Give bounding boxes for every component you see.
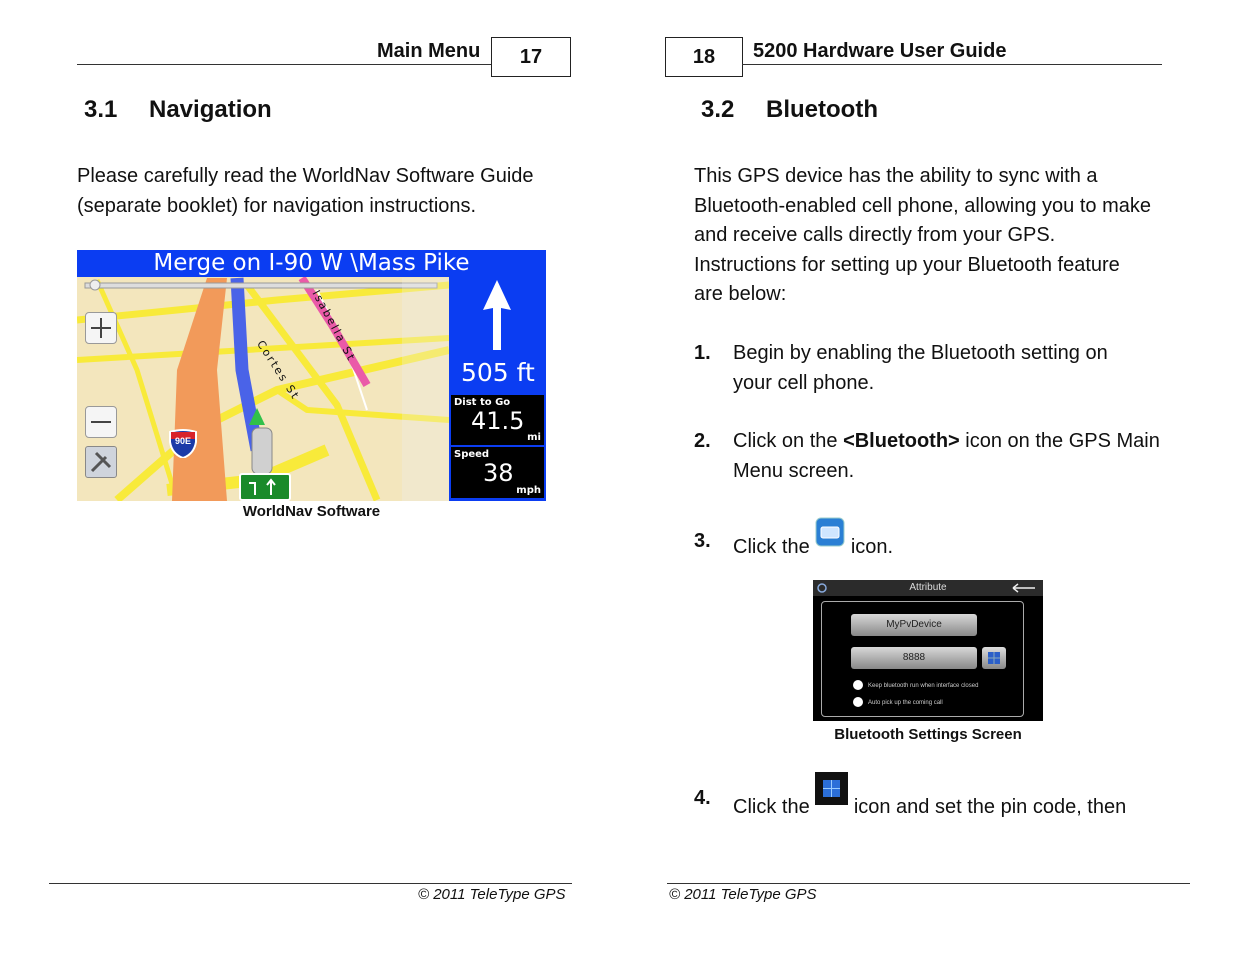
- pin-code-field[interactable]: 8888: [851, 647, 977, 669]
- keep-running-label: Keep bluetooth run when interface closed: [868, 683, 979, 689]
- left-page-number: 17: [491, 37, 571, 77]
- bt-status-icon: [817, 583, 827, 593]
- section-3-2-heading: [701, 96, 878, 124]
- bluetooth-settings-screenshot: [813, 580, 1043, 721]
- left-header-rule: [77, 64, 491, 65]
- next-maneuver-distance: 505 ft: [461, 358, 535, 387]
- step-4: [694, 772, 1174, 818]
- street-label-isabella: Isabella St: [309, 288, 359, 364]
- step-number: 3.: [694, 530, 711, 552]
- section-title: Navigation: [149, 96, 272, 123]
- distance-to-go-panel: [451, 395, 544, 445]
- bluetooth-settings-icon: [815, 517, 845, 547]
- worldnav-screenshot: [77, 250, 546, 501]
- turn-arrow-icon: [241, 475, 289, 499]
- bt-title-bar: Attribute: [813, 580, 1043, 596]
- step-number: 4.: [694, 787, 711, 809]
- section-title: Bluetooth: [766, 96, 878, 123]
- step-number: 2.: [694, 430, 711, 452]
- pin-grid-icon: [982, 647, 1006, 669]
- right-page-number: 18: [665, 37, 743, 77]
- tools-icon: [86, 447, 116, 477]
- pin-grid-icon: [815, 772, 848, 805]
- pin-settings-button[interactable]: [982, 647, 1006, 669]
- step-text: Begin by enabling the Bluetooth setting on your cell phone.: [733, 342, 1108, 394]
- zoom-out-button[interactable]: [85, 406, 117, 438]
- right-footer-rule: [667, 883, 1190, 884]
- shield-label: 90E: [174, 436, 191, 446]
- speed-value: 38: [483, 459, 514, 487]
- zoom-in-icon: [86, 313, 116, 343]
- speed-label: Speed: [454, 449, 490, 460]
- back-arrow-icon: [1009, 582, 1039, 594]
- step-text-pre: Click the: [733, 536, 816, 558]
- step-2: [694, 427, 1164, 487]
- tools-button[interactable]: [85, 446, 117, 478]
- right-header-rule: [742, 64, 1162, 65]
- dist-unit: mi: [527, 432, 541, 443]
- device-name-field[interactable]: MyPvDevice: [851, 614, 977, 636]
- straight-arrow-icon: [477, 280, 517, 350]
- left-footer-rule: [49, 883, 572, 884]
- street-label-cortes: Cortes St: [254, 338, 303, 403]
- left-header-title: Main Menu: [377, 40, 481, 62]
- bluetooth-menu-label: <Bluetooth>: [843, 430, 960, 452]
- maneuver-banner: Merge on I-90 W \Mass Pike: [77, 250, 546, 277]
- step-text-pre: Click on the: [733, 430, 844, 452]
- step-1: [694, 339, 1164, 399]
- keep-running-radio[interactable]: [853, 680, 863, 690]
- dist-label: Dist to Go: [454, 397, 511, 408]
- step-text-post: icon.: [850, 536, 894, 558]
- speed-unit: mph: [516, 485, 541, 496]
- auto-pickup-label: Auto pick up the coming call: [868, 700, 943, 706]
- step-text-post: icon and set the pin code, then: [853, 796, 1127, 818]
- step-text-pre: Click the: [733, 796, 816, 818]
- worldnav-caption: WorldNav Software: [242, 503, 381, 520]
- section-number: 3.2: [701, 96, 735, 123]
- right-footer: © 2011 TeleType GPS: [669, 886, 817, 903]
- right-header-title: 5200 Hardware User Guide: [753, 40, 1007, 62]
- zoom-in-button[interactable]: [85, 312, 117, 344]
- step-text-post: icon on the GPS Main Menu screen.: [733, 430, 1160, 482]
- speed-panel: [451, 447, 544, 498]
- section-number: 3.1: [84, 96, 118, 123]
- left-footer: © 2011 TeleType GPS: [418, 886, 566, 903]
- dist-value: 41.5: [471, 407, 525, 435]
- auto-pickup-radio[interactable]: [853, 697, 863, 707]
- navigation-intro: Please carefully read the WorldNav Software Guide (separate booklet) for navigation instructions.: [77, 165, 534, 217]
- section-3-1-heading: [84, 96, 272, 124]
- step-number: 1.: [694, 342, 711, 364]
- lane-guidance: [239, 473, 291, 501]
- interstate-shield: [168, 428, 198, 458]
- zoom-out-icon: [86, 407, 116, 437]
- bluetooth-intro: This GPS device has the ability to sync with a Bluetooth-enabled cell phone, allowing you to make and receive calls directly from your GPS. Instructions for setting up your Bluetooth feature are below:: [694, 165, 1151, 305]
- step-3: [694, 516, 1164, 556]
- bluetooth-caption: Bluetooth Settings Screen: [834, 726, 1022, 743]
